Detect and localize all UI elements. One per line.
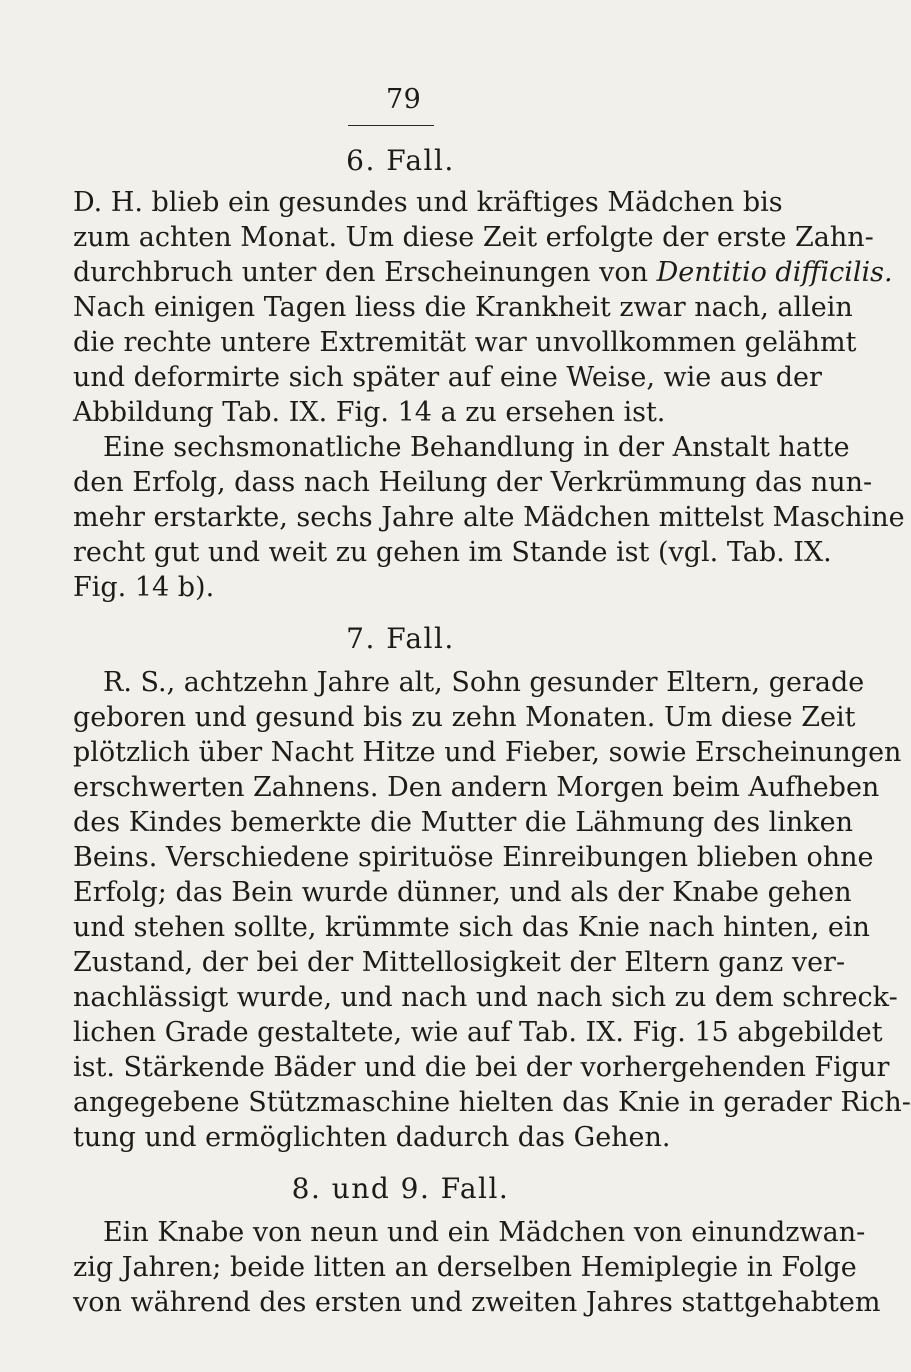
text-line: zig Jahren; beide litten an derselben Hemiplegie in Folge: [73, 1252, 857, 1283]
text-line: Zustand, der bei der Mittellosigkeit der Eltern ganz ver-: [73, 947, 846, 978]
text-line: Fig. 14 b).: [73, 572, 215, 603]
text-line: nachlässigt wurde, und nach und nach sich zu dem schreck-: [73, 982, 898, 1013]
text-line: Beins. Verschiedene spirituöse Einreibungen blieben ohne: [73, 842, 874, 873]
text-line: und deformirte sich später auf eine Weise, wie aus der: [73, 362, 822, 393]
text-line: den Erfolg, dass nach Heilung der Verkrümmung das nun-: [73, 467, 873, 498]
text-line-prefix: durchbruch unter den Erscheinungen von: [73, 257, 648, 288]
text-line: Eine sechsmonatliche Behandlung in der Anstalt hatte: [103, 432, 850, 463]
text-line: Erfolg; das Bein wurde dünner, und als der Knabe gehen: [73, 877, 852, 908]
text-line: recht gut und weit zu gehen im Stande ist (vgl. Tab. IX.: [73, 537, 832, 568]
italic-term: Dentitio difficilis.: [656, 257, 893, 288]
text-line: D. H. blieb ein gesundes und kräftiges Mädchen bis: [73, 187, 783, 218]
text-line: von während des ersten und zweiten Jahres stattgehabtem: [73, 1287, 881, 1318]
section-heading-6: 6. Fall.: [346, 144, 455, 177]
text-line: Nach einigen Tagen liess die Krankheit zwar nach, allein: [73, 292, 853, 323]
text-line: angegebene Stützmaschine hielten das Knie in gerader Rich-: [73, 1087, 911, 1118]
text-line: die rechte untere Extremität war unvollkommen gelähmt: [73, 327, 857, 358]
text-line: Abbildung Tab. IX. Fig. 14 a zu ersehen ist.: [73, 397, 666, 428]
text-line: ist. Stärkende Bäder und die bei der vorhergehenden Figur: [73, 1052, 890, 1083]
text-line: plötzlich über Nacht Hitze und Fieber, sowie Erscheinungen: [73, 737, 902, 768]
text-line: mehr erstarkte, sechs Jahre alte Mädchen mittelst Maschine: [73, 502, 905, 533]
text-line: Ein Knabe von neun und ein Mädchen von einundzwan-: [103, 1217, 866, 1248]
text-line: des Kindes bemerkte die Mutter die Lähmung des linken: [73, 807, 854, 838]
section-heading-8-9: 8. und 9. Fall.: [291, 1172, 510, 1205]
text-line: zum achten Monat. Um diese Zeit erfolgte der erste Zahn-: [73, 222, 874, 253]
text-line: geboren und gesund bis zu zehn Monaten. Um diese Zeit: [73, 702, 856, 733]
section-heading-7: 7. Fall.: [346, 622, 455, 655]
text-line: lichen Grade gestaltete, wie auf Tab. IX. Fig. 15 abgebildet: [73, 1017, 883, 1048]
text-line-with-term: [73, 257, 893, 289]
page-number: 79: [386, 84, 422, 115]
text-line: tung und ermöglichten dadurch das Gehen.: [73, 1122, 671, 1153]
header-rule: [348, 125, 434, 126]
text-line: erschwerten Zahnens. Den andern Morgen beim Aufheben: [73, 772, 880, 803]
text-line: und stehen sollte, krümmte sich das Knie nach hinten, ein: [73, 912, 870, 943]
text-line: R. S., achtzehn Jahre alt, Sohn gesunder Eltern, gerade: [103, 667, 865, 698]
